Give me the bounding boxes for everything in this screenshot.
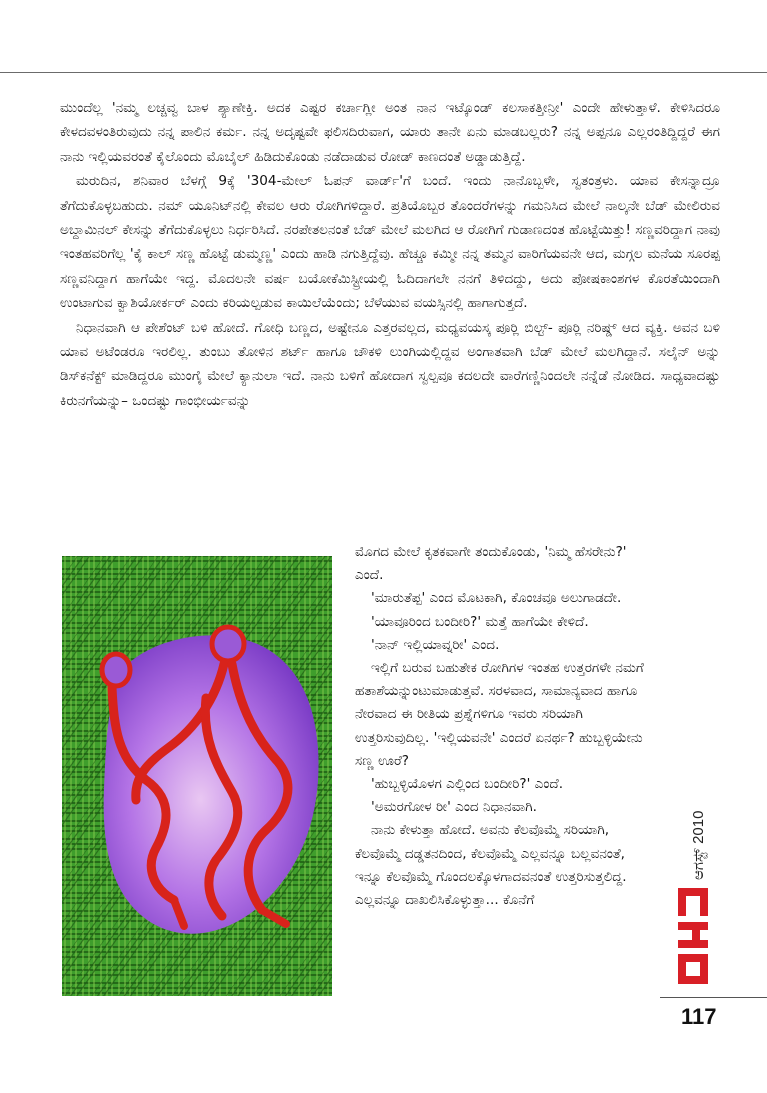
- paragraph: 'ಅಮರಗೋಳ ರೀ' ಎಂದ ನಿಧಾನವಾಗಿ.: [371, 799, 537, 816]
- issue-date-text: ಆಗಸ್ಟ್ 2010: [690, 810, 707, 880]
- paragraph: ನಾನು ಕೇಳುತ್ತಾ ಹೋದೆ. ಅವನು ಕೆಲವೊಮ್ಮೆ ಸರಿಯಾಗಿ, ಕೆಲವೊಮ್ಮೆ ದಡ್ಡತನದಿಂದ, ಕೆಲವೊಮ್ಮೆ ಎಲ್ಲವನ್ನೂ ಬಲ್ಲವನಂತೆ, ಇನ್ನೂ ಕೆಲವೊಮ್ಮೆ ಗೊಂದಲಕ್ಕೊಳಗಾದವನಂತೆ ಉತ್ತರಿಸುತ್ತಲಿದ್ದ. ಎಲ್ಲವನ್ನೂ ದಾಖಲಿಸಿಕೊಳ್ಳುತ್ತಾ... ಕೊನೆಗೆ: [355, 822, 627, 909]
- article-column: [355, 541, 650, 912]
- paragraph: 'ಯಾವೂರಿಂದ ಬಂದೀರಿ?' ಮತ್ತೆ ಹಾಗೆಯೇ ಕೇಳಿದೆ.: [371, 613, 589, 630]
- paragraph: ಇಲ್ಲಿಗೆ ಬರುವ ಬಹುತೇಕ ರೋಗಿಗಳ ಇಂತಹ ಉತ್ತರಗಳೇ ನಮಗೆ ಹತಾಶೆಯನ್ನುಂಟುಮಾಡುತ್ತವೆ. ಸರಳವಾದ, ಸಾಮಾನ್ಯವಾದ ಹಾಗೂ ನೇರವಾದ ಈ ರೀತಿಯ ಪ್ರಶ್ನೆಗಳಿಗೂ ಇವರು ಸರಿಯಾಗಿ ಉತ್ತರಿಸುವುದಿಲ್ಲ. 'ಇಲ್ಲಿಯವನೇ' ಎಂದರೆ ಏನರ್ಥ? ಹುಬ್ಬಳ್ಳಿಯೇನು ಸಣ್ಣ ಊರೆ?: [355, 660, 644, 769]
- paragraph: ನಿಧಾನವಾಗಿ ಆ ಪೇಶೆಂಟ್ ಬಳಿ ಹೋದೆ. ಗೋಧಿ ಬಣ್ಣದ, ಅಷ್ಟೇನೂ ಎತ್ತರವಲ್ಲದ, ಮಧ್ಯವಯಸ್ಕ ಪೂರ್‍ಲಿ ಬಿಲ್ಟ್- ಪೂರ್‍ಲಿ ನರಿಷ್ಡ್ ಆದ ವ್ಯಕ್ತಿ. ಅವನ ಬಳಿ ಯಾವ ಅಟೆಂಡರೂ ಇರಲಿಲ್ಲ. ತುಂಬು ತೋಳಿನ ಶರ್ಟ್ ಹಾಗೂ ಚೌಕಳಿ ಲುಂಗಿಯಲ್ಲಿದ್ದವ ಅಂಗಾತವಾಗಿ ಬೆಡ್ ಮೇಲೆ ಮಲಗಿದ್ದಾನೆ. ಸಲೈನ್ ಅನ್ನು ಡಿಸ್‌ಕನೆಕ್ಟ್ ಮಾಡಿದ್ದರೂ ಮುಂಗೈ ಮೇಲೆ ಕ್ಯಾನುಲಾ ಇದೆ. ನಾನು ಬಳಿಗೆ ಹೋದಾಗ ಸ್ವಲ್ಪವೂ ಕದಲದೇ ವಾರೆಗಣ್ಣಿನಿಂದಲೇ ನನ್ನೆಡೆ ನೋಡಿದ. ಸಾಧ್ಯವಾದಷ್ಟು ಕಿರುನಗೆಯನ್ನು– ಒಂದಷ್ಟು ಗಾಂಭೀರ್ಯವನ್ನು: [60, 319, 720, 409]
- paragraph: 'ನಾನ್ ಇಲ್ಲಿಯಾವ್ನರೀ' ಎಂದ.: [371, 636, 500, 653]
- paragraph: ಮುಂದೆಲ್ಲ 'ನಮ್ಮ ಲಚ್ಚವ್ವ ಬಾಳ ಶ್ಯಾಣೇಕ್ತಿ. ಅದಕ ಎಷ್ಟರ ಕರ್ಚಾಗ್ಲೀ ಅಂತ ನಾನ ಇಟ್ಕೊಂಡ್ ಕಲಸಾಕತ್ತೀನ್ರೀ' ಎಂದೇ ಹೇಳುತ್ತಾಳೆ. ಕೇಳಿಸಿದರೂ ಕೇಳದವಳಂತಿರುವುದು ನನ್ನ ಪಾಲಿನ ಕರ್ಮ. ನನ್ನ ಅದೃಷ್ಟವೇ ಫಲಿಸದಿರುವಾಗ, ಯಾರು ತಾನೇ ಏನು ಮಾಡಬಲ್ಲರು? ನನ್ನ ಅಪ್ಪನೂ ಎಲ್ಲರಂತಿದ್ದಿದ್ದರೆ ಈಗ ನಾನು ಇಲ್ಲಿಯವರಂತೆ ಕೈಲೊಂದು ಮೊಬೈಲ್ ಹಿಡಿದುಕೊಂಡು ನಡೆದಾಡುವ ರೋಡ್ ಕಾಣದಂತೆ ಅಡ್ಡಾಡುತ್ತಿದ್ದೆ.: [60, 100, 720, 165]
- issue-date: [690, 800, 710, 880]
- header-rule: [0, 72, 767, 73]
- page-number: 117: [681, 1004, 717, 1029]
- masthead-logo: [670, 882, 720, 992]
- paragraph: 'ಹುಬ್ಬಳ್ಳಿಯೊಳಗ ಎಲ್ಲಿಂದ ಬಂದೀರಿ?' ಎಂದೆ.: [371, 776, 564, 793]
- paragraph: ಮರುದಿನ, ಶನಿವಾರ ಬೆಳಗ್ಗೆ 9ಕ್ಕೆ '304-ಮೇಲ್ ಓಪನ್ ವಾರ್ಡ್'ಗೆ ಬಂದೆ. ಇಂದು ನಾನೊಬ್ಬಳೇ, ಸ್ವತಂತ್ರಳು. ಯಾವ ಕೇಸನ್ನಾದ್ರೂ ತೆಗೆದುಕೊಳ್ಳಬಹುದು. ನಮ್ ಯೂನಿಟ್‌ನಲ್ಲಿ ಕೇವಲ ಆರು ರೋಗಿಗಳಿದ್ದಾರೆ. ಪ್ರತಿಯೊಬ್ಬರ ತೊಂದರೆಗಳನ್ನು ಗಮನಿಸಿದ ಮೇಲೆ ನಾಲ್ಕನೇ ಬೆಡ್ ಮೇಲಿರುವ ಅಬ್ದಾಮಿನಲ್ ಕೇಸನ್ನು ತೆಗೆದುಕೊಳ್ಳಲು ನಿರ್ಧರಿಸಿದೆ. ನರಪೇತಲನಂತೆ ಬೆಡ್ ಮೇಲೆ ಮಲಗಿದ ಆ ರೋಗಿಗೆ ಗುಡಾಣದಂತ ಹೊಟ್ಟೆಯಿತ್ತು! ಸಣ್ಣವರಿದ್ದಾಗ ನಾವು ಇಂತಹವರಿಗೆಲ್ಲ 'ಕೈ ಕಾಲ್ ಸಣ್ಣ ಹೊಟ್ಟೆ ಡುಮ್ಮಣ್ಣ' ಎಂದು ಹಾಡಿ ನಗುತ್ತಿದ್ದೆವು. ಹೆಚ್ಚೂ ಕಮ್ಮೀ ನನ್ನ ತಮ್ಮನ ವಾರಿಗೆಯವನೇ ಆದ, ಮಗ್ಗಲ ಮನೆಯ ಸೂರಪ್ಪ ಸಣ್ಣವನಿದ್ದಾಗ ಹಾಗೆಯೇ ಇದ್ದ. ಮೊದಲನೇ ವರ್ಷ ಬಯೋಕೆಮಿಸ್ಟ್ರೀಯಲ್ಲಿ ಓದಿದಾಗಲೇ ನನಗೆ ತಿಳಿದದ್ದು, ಅದು ಪೋಷಕಾಂಶಗಳ ಕೊರತೆಯಿಂದಾಗಿ ಉಂಟಾಗುವ ಕ್ವಾಶಿಯೋರ್ಕರ್ ಎಂದು ಕರಿಯಲ್ಪಡುವ ಕಾಯಿಲೆಯೆಂದು; ಬೆಳೆಯುವ ವಯಸ್ಸಿನಲ್ಲಿ ಹಾಗಾಗುತ್ತದೆ.: [60, 173, 720, 312]
- paragraph: ಮೊಗದ ಮೇಲೆ ಕೃತಕವಾಗೇ ತಂದುಕೊಂಡು, 'ನಿಮ್ಮ ಹೆಸರೇನು?' ಎಂದೆ.: [355, 544, 627, 584]
- article-body: [60, 96, 720, 413]
- footer-rule: [660, 997, 767, 998]
- abstract-figures-illustration: [56, 548, 342, 1006]
- paragraph: 'ಮಾರುತೆಪ್ಪ' ಎಂದ ಮೊಟಕಾಗಿ, ಕೊಂಚವೂ ಅಲುಗಾಡದೇ.: [371, 590, 622, 607]
